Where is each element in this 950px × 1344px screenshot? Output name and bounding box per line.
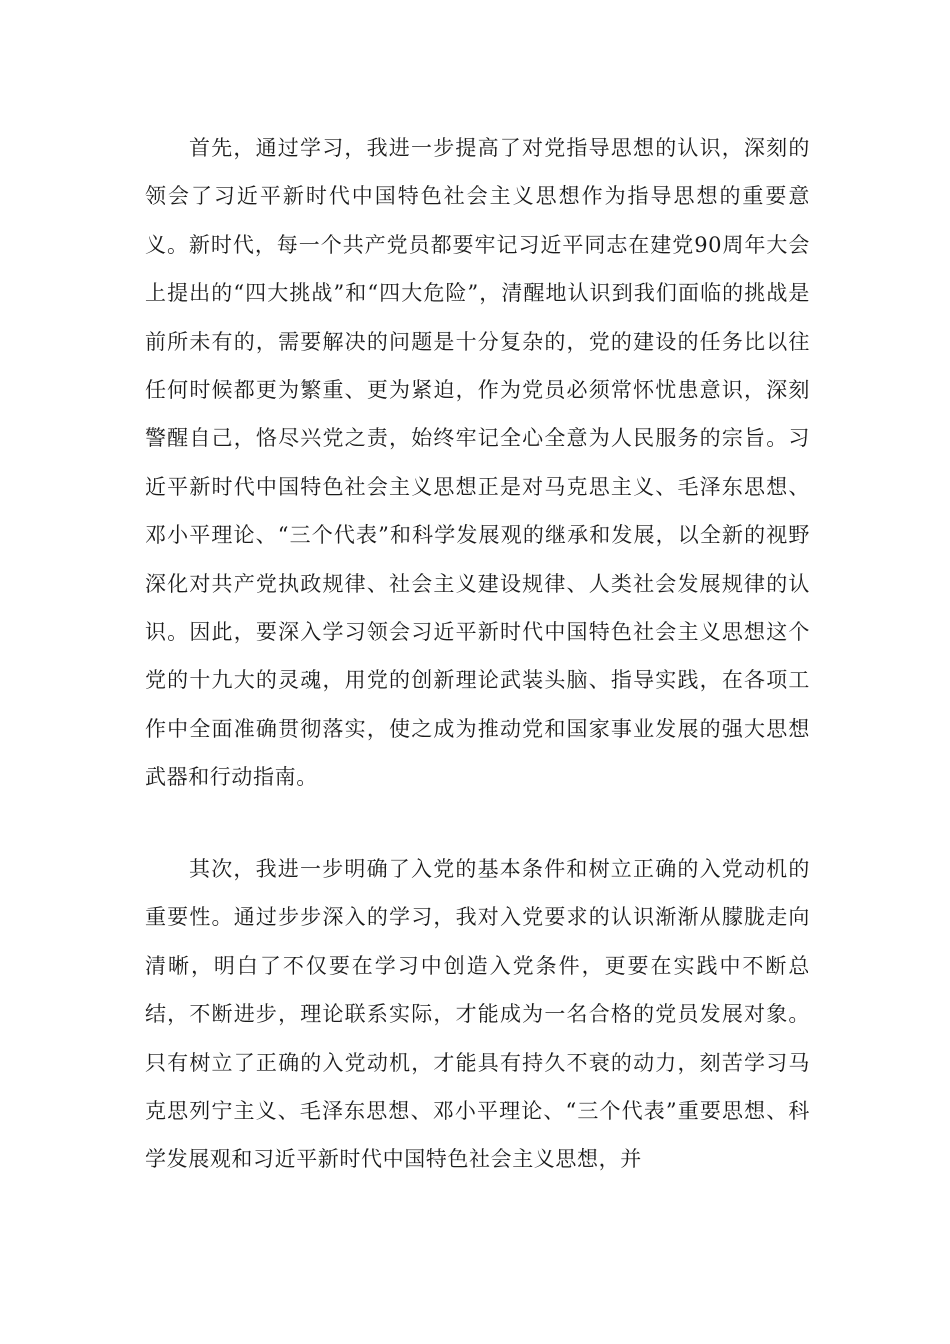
body-paragraph-1: 首先，通过学习，我进一步提高了对党指导思想的认识，深刻的领会了习近平新时代中国特色社会主义思想作为指导思想的重要意义。新时代，每一个共产党员都要牢记习近平同志在建党90周年大会上提出的“四大挑战”和“四大危险”，清醒地认识到我们面临的挑战是前所未有的，需要解决的问题是十分复杂的，党的建设的任务比以往任何时候都更为繁重、更为紧迫，作为党员必须常怀忧患意识，深刻警醒自己，恪尽兴党之责，始终牢记全心全意为人民服务的宗旨。习近平新时代中国特色社会主义思想正是对马克思主义、毛泽东思想、邓小平理论、“三个代表”和科学发展观的继承和发展，以全新的视野深化对共产党执政规律、社会主义建设规律、人类社会发展规律的认识。因此，要深入学习领会习近平新时代中国特色社会主义思想这个党的十九大的灵魂，用党的创新理论武装头脑、指导实践，在各项工作中全面准确贯彻落实，使之成为推动党和国家事业发展的强大思想武器和行动指南。: [145, 136, 810, 790]
body-paragraph-2: 其次，我进一步明确了入党的基本条件和树立正确的入党动机的重要性。通过步步深入的学习，我对入党要求的认识渐渐从朦胧走向清晰，明白了不仅要在学习中创造入党条件，更要在实践中不断总结，不断进步，理论联系实际，才能成为一名合格的党员发展对象。只有树立了正确的入党动机，才能具有持久不衰的动力，刻苦学习马克思列宁主义、毛泽东思想、邓小平理论、“三个代表”重要思想、科学发展观和习近平新时代中国特色社会主义思想，并: [145, 857, 810, 1172]
